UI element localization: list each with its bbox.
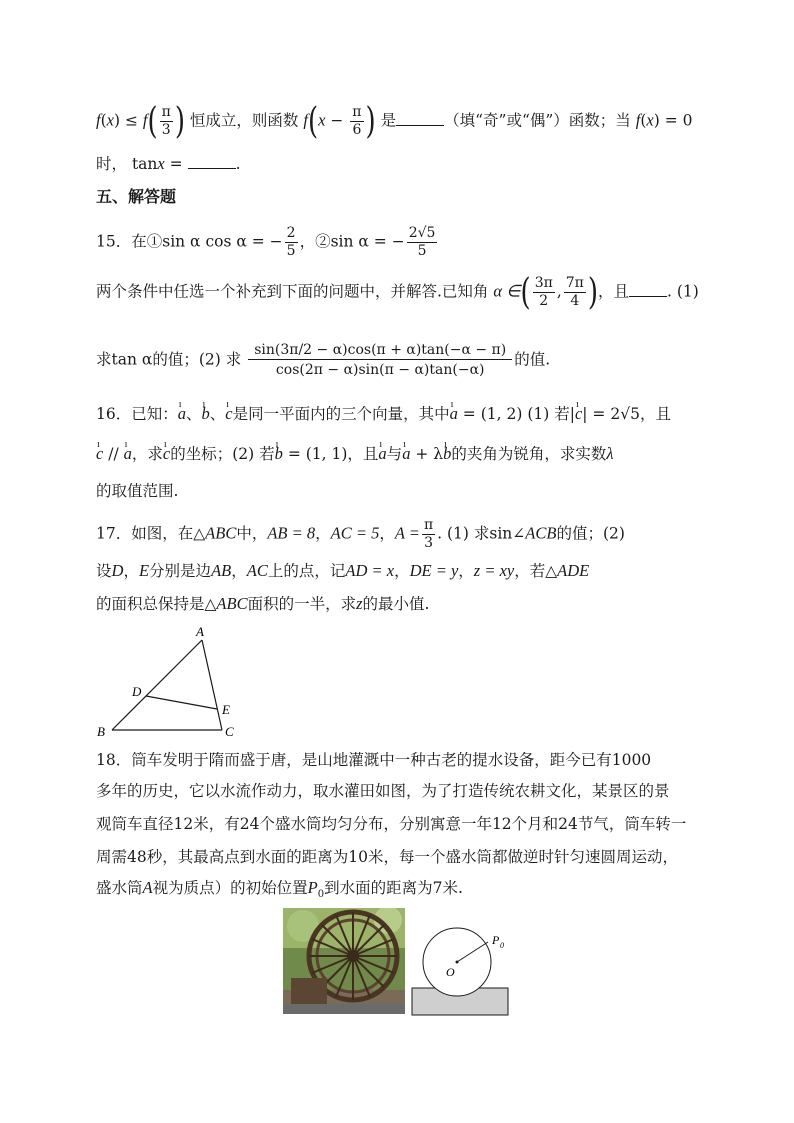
- p17-line3: 的面积总保持是△ABC面积的一半，求z的最小值.: [96, 594, 430, 613]
- p14-text-2: 是: [380, 111, 397, 130]
- answer-blank[interactable]: [396, 109, 444, 126]
- fraction-pi-3: $\frac{\pi}{3}$: [161, 104, 171, 138]
- p16-line3: 的取值范围.: [96, 482, 179, 500]
- p18-line1: 18．筒车发明于隋而盛于唐，是山地灌溉中一种古老的提水设备，距今已有1000: [96, 751, 652, 769]
- vector-a: ı a: [178, 403, 186, 425]
- side-ab: [112, 640, 202, 730]
- p14-line2: [96, 152, 241, 175]
- label-p0: P: [492, 933, 500, 947]
- p14-text-1: 恒成立，则函数: [189, 111, 299, 130]
- p15-big-fraction: [248, 342, 512, 379]
- p15-number: 15．在①: [96, 232, 163, 251]
- label-b: B: [97, 724, 105, 739]
- p14-line1: f(x) ≤ f( $\frac{\pi}{3}$ ) 恒成立，则函数 f(x − $\frac{\pi}{6}$ ) 是 （填“奇”或“偶”）函数；当 f(x) = 0: [96, 100, 693, 143]
- p15-tan-alpha: tan α: [111, 350, 153, 369]
- p15-cond1: sin α cos α = −: [162, 232, 283, 251]
- vector-c: ı c: [225, 403, 232, 425]
- center-point: [456, 961, 459, 964]
- p15-line2: 两个条件中任选一个补充到下面的问题中，并解答.已知角 α ∈( $\frac{3\pi}{2}$ , $\frac{7\pi}{4}$ )，且 . (1): [96, 271, 699, 314]
- p14-x: x: [157, 154, 165, 173]
- label-c: C: [225, 724, 234, 739]
- fraction-pi-3-b: $\frac{\pi}{3}$: [423, 517, 434, 551]
- p16-line2: ı c // ı a，求ı c的坐标；(2) 若ı b = (1, 1)，且ı a与ı a + λı b的夹角为锐角，求实数λ: [96, 443, 614, 465]
- p17-line1: 17．如图，在△ABC中，AB = 8，AC = 5，A = $\frac{\pi}{3}$ . (1) 求sin∠ACB的值；(2): [96, 517, 625, 551]
- p14-text-4: = 0: [664, 111, 693, 130]
- math-fx: f: [96, 110, 101, 130]
- condition-blank[interactable]: [629, 280, 667, 297]
- fraction-3pi-2: $\frac{3\pi}{2}$: [534, 275, 553, 309]
- label-a: A: [196, 624, 204, 639]
- p14-dot: .: [235, 155, 241, 173]
- p15-numerator: sin(3π/2 − α)cos(π + α)tan(−α − π): [254, 342, 507, 358]
- triangle-figure: [92, 622, 252, 744]
- p18-line4: 周需48秒，其最高点到水面的距离为10米，每一个盛水筒都做逆时针匀速圆周运动，: [96, 848, 678, 866]
- p15-text: 两个条件中任选一个补充到下面的问题中，并解答.已知角: [96, 282, 489, 301]
- water-wheel-photo: [283, 908, 405, 1014]
- p15-ask: 的值；(2) 求: [152, 350, 242, 369]
- fraction-2-5: $\frac{2}{5}$: [286, 225, 296, 259]
- p15-cond2: sin α = −: [330, 232, 405, 251]
- label-o: O: [446, 965, 455, 979]
- section-title: 五、解答题: [96, 187, 177, 206]
- p18-line2: 多年的历史，它以水流作动力，取水灌田如图，为了打造传统农耕文化，某景区的景: [96, 782, 670, 800]
- p14-text-3: （填“奇”或“偶”）函数；当: [444, 111, 631, 130]
- p18-line5: 盛水筒A视为质点）的初始位置$P_0$到水面的距离为7米.: [96, 878, 463, 901]
- p15-sep: ，②: [299, 232, 331, 251]
- wheel-diagram: [408, 926, 512, 1018]
- p15-end: . (1): [667, 282, 699, 301]
- p14-text-5: 时，: [96, 155, 128, 173]
- fraction-pi-6: $\frac{\pi}{6}$: [352, 104, 362, 138]
- lambda: λ: [606, 444, 614, 463]
- segment-de: [146, 696, 217, 709]
- p15-line1: [96, 225, 439, 260]
- label-p0-sub: 0: [500, 941, 504, 950]
- p14-tan: tan: [131, 155, 158, 173]
- fraction-2sqrt5-5: $\frac{2√5}{5}$: [408, 225, 436, 259]
- side-ac: [202, 640, 222, 730]
- p17-line2: 设D，E分别是边AB，AC上的点，记AD = x，DE = y，z = xy，若△ADE: [96, 561, 590, 580]
- p18-line3: 观筒车直径12米，有24个盛水筒均匀分布，分别寓意一年12个月和24节气，筒车转一: [96, 815, 687, 833]
- p16-line1: 16．已知：ı a、ı b、ı c是同一平面内的三个向量，其中ı a = (1, 2) (1) 若|ı c| = 2√5，且: [96, 403, 671, 425]
- p15-after: ，且: [598, 282, 630, 301]
- p15-denominator: cos(2π − α)sin(π − α)tan(−α): [248, 359, 512, 379]
- p14-eq: =: [169, 155, 183, 173]
- vector-b: ı b: [202, 403, 210, 425]
- label-d: D: [132, 684, 142, 699]
- p15-line3: 求tan α的值；(2) 求 $\frac{\sin(3\pi/2 - \alpha)\cos(\pi + \alpha)\tan(-\alpha - \pi)}{\cos(2\pi - \alpha)\sin(\pi - \alpha)\tan(-\alpha)}$ 的值.: [96, 342, 551, 378]
- p15-alpha-in: α ∈: [493, 281, 521, 301]
- answer-blank-2[interactable]: [188, 152, 236, 169]
- label-e: E: [222, 702, 230, 717]
- fraction-7pi-4: $\frac{7\pi}{4}$: [565, 275, 584, 309]
